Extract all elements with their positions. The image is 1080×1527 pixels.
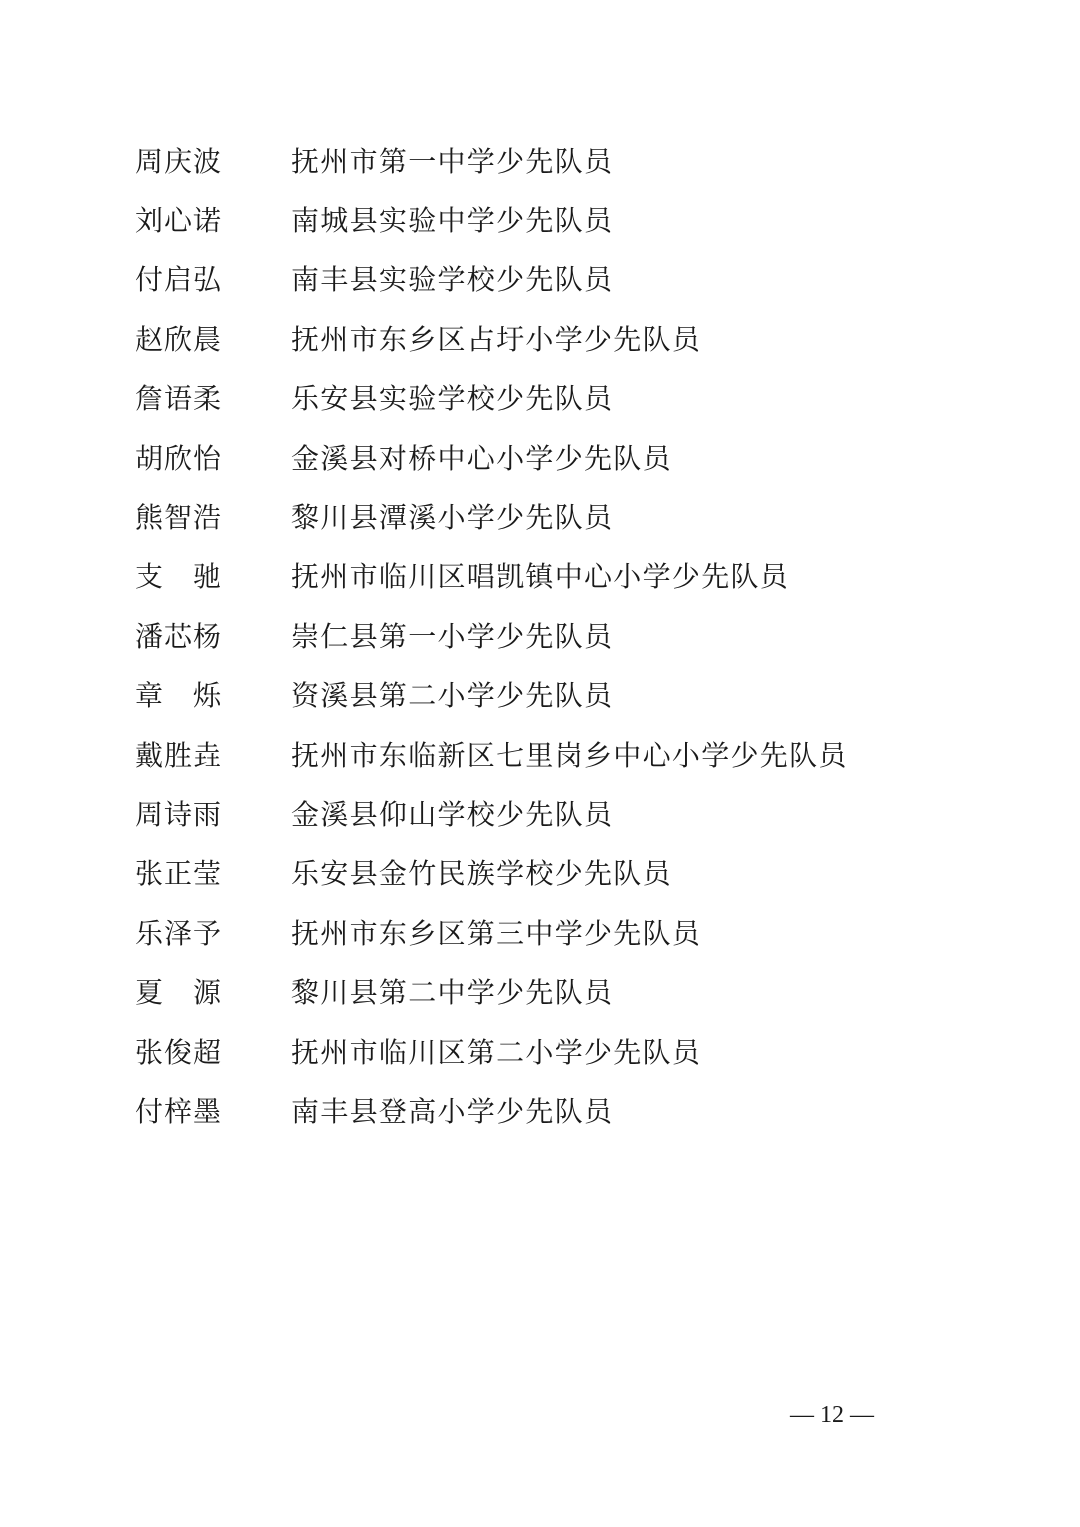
honoree-affiliation: 南丰县实验学校少先队员 (291, 263, 614, 297)
list-item (135, 724, 1015, 783)
list-item (135, 189, 1015, 248)
honoree-affiliation: 乐安县实验学校少先队员 (291, 382, 614, 416)
honoree-name: 支 驰 (135, 560, 221, 594)
honoree-name: 刘 心 诺 (135, 204, 221, 238)
honoree-name: 詹 语 柔 (135, 382, 221, 416)
honoree-affiliation: 崇仁县第一小学少先队员 (291, 619, 614, 653)
list-item (135, 605, 1015, 664)
list-item (135, 902, 1015, 961)
list-item (135, 546, 1015, 605)
honoree-affiliation: 黎川县潭溪小学少先队员 (291, 501, 614, 535)
honoree-affiliation: 抚州市东乡区第三中学少先队员 (291, 916, 702, 950)
honoree-name: 付 梓 墨 (135, 1094, 221, 1128)
honoree-name: 张 俊 超 (135, 1035, 221, 1069)
list-item (135, 961, 1015, 1020)
list-item (135, 843, 1015, 902)
honoree-affiliation: 南丰县登高小学少先队员 (291, 1094, 614, 1128)
list-item (135, 427, 1015, 486)
list-item (135, 1080, 1015, 1139)
honoree-affiliation: 抚州市临川区第二小学少先队员 (291, 1035, 702, 1069)
honoree-affiliation: 黎川县第二中学少先队员 (291, 976, 614, 1010)
list-item (135, 486, 1015, 545)
list-item (135, 249, 1015, 308)
list-item (135, 368, 1015, 427)
list-item (135, 130, 1015, 189)
honoree-name: 潘 芯 杨 (135, 619, 221, 653)
list-item (135, 1021, 1015, 1080)
page-number: — 12 — (790, 1402, 874, 1428)
honoree-name: 夏 源 (135, 976, 221, 1010)
honoree-name: 赵 欣 晨 (135, 322, 221, 356)
honoree-affiliation: 抚州市东临新区七里岗乡中心小学少先队员 (291, 738, 848, 772)
honoree-name: 章 烁 (135, 679, 221, 713)
honoree-name: 张 正 莹 (135, 857, 221, 891)
honoree-list (135, 130, 1015, 1140)
honoree-affiliation: 抚州市临川区唱凯镇中心小学少先队员 (291, 560, 790, 594)
honoree-affiliation: 资溪县第二小学少先队员 (291, 679, 614, 713)
honoree-affiliation: 金溪县仰山学校少先队员 (291, 797, 614, 831)
honoree-affiliation: 抚州市第一中学少先队员 (291, 144, 614, 178)
honoree-affiliation: 抚州市东乡区占圩小学少先队员 (291, 322, 702, 356)
list-item (135, 665, 1015, 724)
list-item (135, 783, 1015, 842)
honoree-name: 乐 泽 予 (135, 916, 221, 950)
honoree-affiliation: 金溪县对桥中心小学少先队员 (291, 441, 672, 475)
honoree-affiliation: 南城县实验中学少先队员 (291, 204, 614, 238)
honoree-name: 熊 智 浩 (135, 501, 221, 535)
honoree-name: 戴 胜 垚 (135, 738, 221, 772)
honoree-name: 付 启 弘 (135, 263, 221, 297)
list-item (135, 308, 1015, 367)
honoree-name: 周 诗 雨 (135, 797, 221, 831)
honoree-affiliation: 乐安县金竹民族学校少先队员 (291, 857, 672, 891)
honoree-name: 胡 欣 怡 (135, 441, 221, 475)
honoree-name: 周 庆 波 (135, 144, 221, 178)
